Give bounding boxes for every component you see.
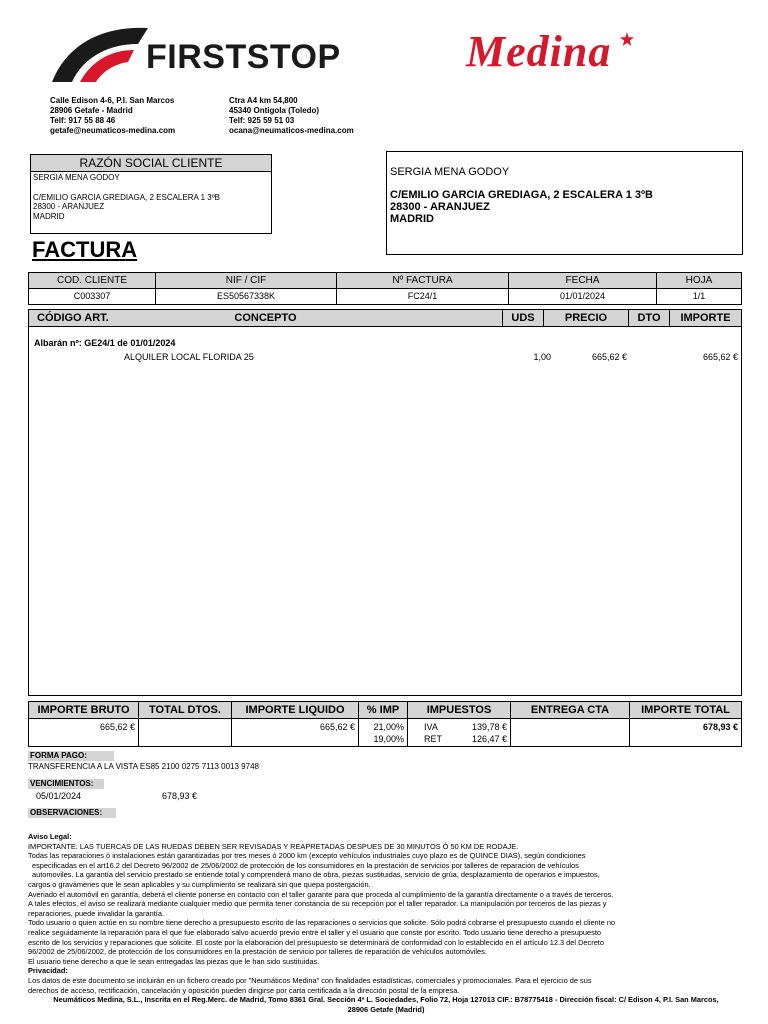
- totals-header-gross: IMPORTE BRUTO: [28, 701, 139, 719]
- lines-header-code: CÓDIGO ART.: [37, 312, 109, 324]
- lines-header-concept: CONCEPTO: [234, 312, 297, 324]
- shop-address-ontigola: Ctra A4 km 54,800 45340 Ontigola (Toledo) Telf: 925 59 51 03 ocana@neumaticos-medina.com: [229, 96, 354, 135]
- totals-header-total: IMPORTE TOTAL: [629, 701, 742, 719]
- client-name: SERGIA MENA GODOY: [33, 173, 120, 182]
- medina-wordmark: Medina: [466, 27, 612, 76]
- lines-header-amount: IMPORTE: [680, 312, 731, 324]
- ship-city: 28300 - ARANJUEZ: [390, 201, 490, 213]
- line-item-price: 665,62 €: [591, 352, 627, 362]
- star-icon: [620, 32, 634, 46]
- info-header-date: FECHA: [508, 272, 657, 289]
- totals-total: 678,93 €: [702, 722, 738, 732]
- client-province: MADRID: [33, 211, 65, 221]
- info-nif: ES50567338K: [155, 288, 337, 305]
- medina-logo: [466, 27, 706, 80]
- tax-ret-label: RET: [424, 734, 442, 744]
- info-date: 01/01/2024: [508, 288, 657, 305]
- client-city: 28300 - ARANJUEZ: [33, 202, 105, 211]
- firststop-logo: [50, 22, 380, 84]
- firststop-wordmark: FIRSTSTOP: [146, 38, 341, 76]
- totals-net-cell: [231, 718, 359, 747]
- lines-table: [28, 309, 742, 696]
- company-address-footer: 28906 Getafe (Madrid): [347, 1004, 425, 1014]
- ship-name: SERGIA MENA GODOY: [390, 166, 510, 178]
- privacy-title: Privacidad:: [28, 966, 68, 976]
- totals-header-payment-on-account: ENTREGA CTA: [510, 701, 630, 719]
- totals-table: [28, 701, 742, 747]
- document-title: FACTURA: [32, 237, 138, 262]
- info-client-code: C003307: [28, 288, 156, 305]
- totals-header-net: IMPORTE LIQUIDO: [231, 701, 359, 719]
- legal-title: Aviso Legal:: [28, 832, 72, 841]
- totals-gross-cell: [28, 718, 139, 747]
- totals-pct-cell: [358, 718, 408, 747]
- lines-header-discount: DTO: [637, 312, 661, 324]
- client-address: C/EMILIO GARCIA GREDIAGA, 2 ESCALERA 1 3ºB: [33, 192, 220, 202]
- payment-method-text: TRANSFERENCIA A LA VISTA ES85 2100 0275 7113 0013 9748: [28, 762, 259, 771]
- albaran-reference: Albarán nº: GE24/1 de 01/01/2024: [34, 338, 176, 348]
- client-box-title: RAZÓN SOCIAL CLIENTE: [31, 155, 271, 172]
- company-registry-footer: Neumáticos Medina, S.L., Inscrita en el Reg.Merc. de Madrid, Tomo 8361 Gral. Sección 4ª L. Sociedades, Folio 72, Hoja 127013 CIF.: B78775418 - Dirección fiscal: C/ Edison 4, P.I. San Marcos,: [53, 995, 719, 1005]
- totals-header-taxes: IMPUESTOS: [407, 701, 511, 719]
- info-header-page: HOJA: [656, 272, 742, 289]
- ship-box: [386, 151, 743, 255]
- info-page: 1/1: [656, 288, 742, 305]
- client-box: [30, 154, 272, 234]
- line-item-amount: 665,62 €: [702, 352, 738, 362]
- due-dates-label: VENCIMIENTOS:: [28, 779, 104, 789]
- line-item-concept: ALQUILER LOCAL FLORIDA 25: [124, 352, 254, 362]
- totals-net: 665,62 €: [319, 722, 355, 732]
- payment-method-label: FORMA PAGO:: [28, 751, 114, 761]
- due-date: 05/01/2024: [36, 791, 82, 801]
- info-header-nif: NIF / CIF: [155, 272, 337, 289]
- tax-ret-value: 126,47 €: [471, 734, 507, 744]
- totals-pct-iva: 21,00%: [373, 722, 404, 732]
- totals-pct-ret: 19,00%: [373, 734, 404, 744]
- tax-iva-value: 139,78 €: [471, 722, 507, 732]
- info-header-invoice-number: Nº FACTURA: [336, 272, 509, 289]
- lines-header-row: [29, 310, 741, 327]
- line-item-units: 1,00: [533, 352, 551, 362]
- ship-address: C/EMILIO GARCIA GREDIAGA, 2 ESCALERA 1 3ºB: [390, 189, 653, 201]
- shop-address-getafe: Calle Edison 4-6, P.I. San Marcos 28906 Getafe - Madrid Telf: 917 55 88 46 getafe@neumaticos-medina.com: [50, 96, 176, 135]
- totals-discounts-cell: [138, 718, 232, 747]
- totals-total-cell: [629, 718, 742, 747]
- totals-payment-on-account-cell: [510, 718, 630, 747]
- line-item: [29, 352, 741, 364]
- info-header-client-code: COD. CLIENTE: [28, 272, 156, 289]
- totals-gross: 665,62 €: [99, 722, 135, 732]
- lines-header-price: PRECIO: [564, 312, 608, 324]
- due-amount: 678,93 €: [162, 791, 198, 801]
- totals-header-discounts: TOTAL DTOS.: [138, 701, 232, 719]
- info-table: [28, 272, 742, 305]
- tax-iva-label: IVA: [424, 722, 438, 732]
- totals-header-tax-pct: % IMP: [358, 701, 408, 719]
- observations-label: OBSERVACIONES:: [28, 808, 116, 818]
- ship-province: MADRID: [390, 213, 434, 225]
- totals-taxes-cell: [407, 718, 511, 747]
- lines-header-units: UDS: [511, 312, 535, 324]
- info-invoice-number: FC24/1: [336, 288, 509, 305]
- legal-notice: Aviso Legal: IMPORTANTE: LAS TUERCAS DE LAS RUEDAS DEBEN SER REVISADAS Y REAPRETADAS DESPUES DE 30 MINUTOS Ó 50 KM DE RODAJE. Todas las reparaciones ó instalaciones están garantizadas por tres meses ó 2000 km (excepto vehículos industriales cuyo plazo es de QUINCE DIAS), según condiciones especificadas en el art16.2 del Decreto 96/2002 de 25/06/2002 de protección de los consumidores en la prestación de servicios por talleres de reparación de vehículos automoviles. La garantía del servicio prestado se entiende total y comprenderá mano de obra, piezas sustituidas, servicio de grúa, desplazamiento de operarios e impuestos, cargos o gravámenes que le sean aplicables y su cumplimiento se realizará sin que quepa postergación. Averiado el automóvil en garantía, deberá el cliente ponerse en contacto con el taller garante para que proceda al cumplimiento de la garantía directamente o a través de terceros. A tales efectos, el aviso se realizará mediante cualquier medio que permita tener constancia de su recepción por el taller reparador. La manipulación por terceros de las piezas y reparaciones, puede invalidar la garantía. Todo usuario o quien actúe en su nombre tiene derecho a presupuesto escrito de las reparaciones o servicios que solicite. Sólo podrá cobrarse el presupuesto cuando el cliente no realice seguidamente la reparación para el que fue elaborado salvo acuerdo previo entre el taller y el usuario que conste por escrito. Todo usuario tiene derecho a presupuesto escrito de los servicios y reparaciones que solicite. El coste por la elaboración del presupuesto se determinará de conformidad con lo establecido en el artículo 12.3 del Decreto 96/2002 de 25/06/2002, de protección de los consumidores en la prestación de servicio por talleres de reparación de vehículos automóviles. El usuario tiene derecho a que le sean entregadas las piezas que le han sido sustituidas. Privacidad: Los datos de este documento se incluirán en un fichero creado por "Neumáticos Medina" con finalidades estadísticas, comerciales y promocionales. Para el ejercicio de sus derechos de acceso, rectificación, cancelación y oposición pueden dirigirse por carta certificada a la dirección postal de la empresa. Neumáticos Medina, S.L., Inscrita en el Reg.Merc. de Madrid, Tomo 8361 Gral. Sección 4ª L. Sociedades, Folio 72, Hoja 127013 CIF.: B78775418 - Dirección fiscal: C/ Edison 4, P.I. San Marcos, 28906 Getafe (Madrid): [28, 832, 744, 1014]
